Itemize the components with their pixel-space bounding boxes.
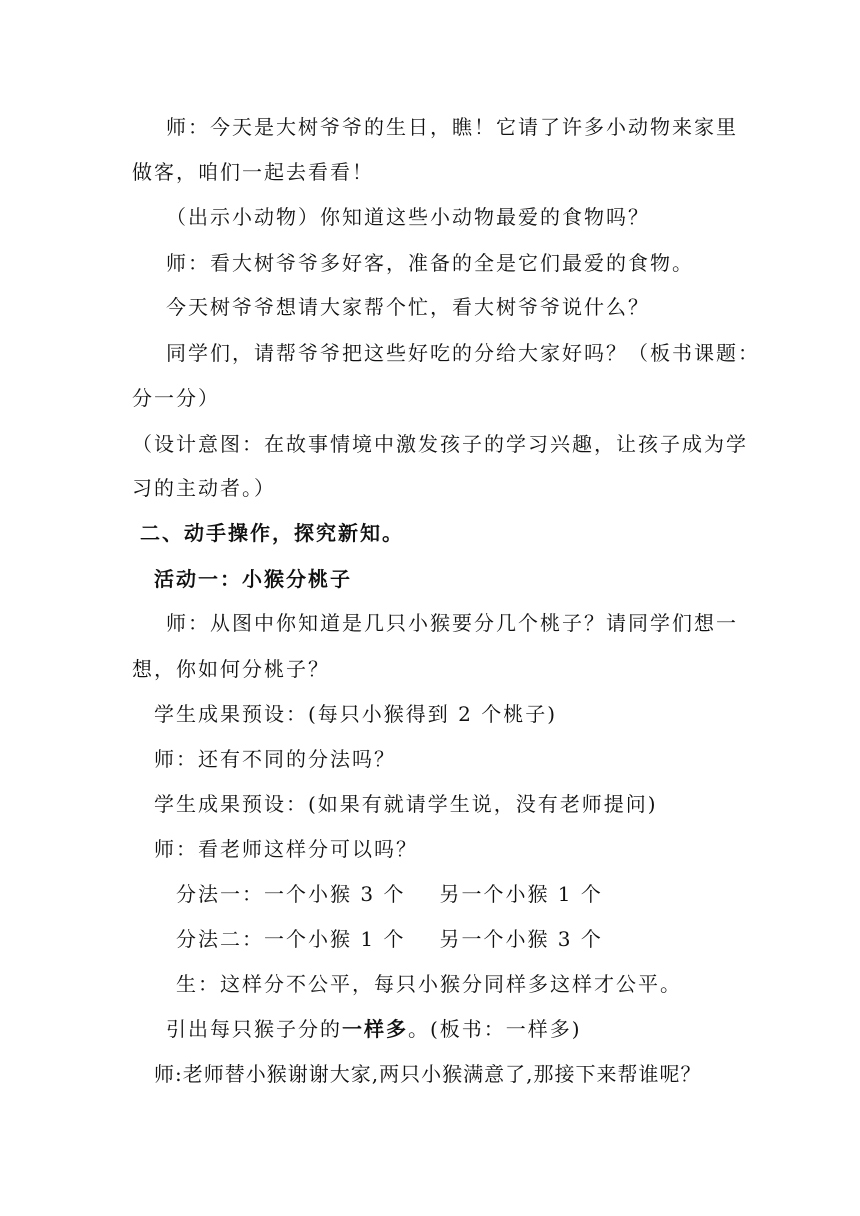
paragraph-closing: 师:老师替小猴谢谢大家,两只小猴满意了,那接下来帮谁呢？ bbox=[154, 1062, 702, 1086]
conclusion-suffix: 。(板书：一样多) bbox=[408, 1017, 582, 1041]
conclusion-prefix: 引出每只猴子分的 bbox=[166, 1017, 342, 1041]
paragraph-teacher-other-methods: 师：还有不同的分法吗？ bbox=[154, 747, 396, 771]
section-heading: 二、动手操作，探究新知。 bbox=[140, 521, 404, 545]
paragraph-design-intent-line1: （设计意图：在故事情境中激发孩子的学习兴趣，让孩子成为学 bbox=[132, 432, 748, 456]
method-two-part-b: 另一个小猴 3 个 bbox=[439, 927, 603, 951]
method-two-part-a: 分法二：一个小猴 1 个 bbox=[176, 927, 406, 951]
activity-heading: 活动一：小猴分桃子 bbox=[154, 567, 352, 591]
method-one-part-a: 分法一：一个小猴 3 个 bbox=[176, 882, 406, 906]
paragraph-teacher-food: 师：看大树爷爷多好客，准备的全是它们最爱的食物。 bbox=[166, 251, 694, 275]
conclusion-emphasis: 一样多 bbox=[342, 1017, 408, 1041]
paragraph-show-animals: （出示小动物）你知道这些小动物最爱的食物吗？ bbox=[166, 205, 650, 229]
paragraph-grandpa-request: 今天树爷爷想请大家帮个忙，看大树爷爷说什么？ bbox=[166, 295, 650, 319]
paragraph-student-answer-2: 学生成果预设：(如果有就请学生说，没有老师提问) bbox=[154, 792, 658, 816]
paragraph-question-peaches-line1: 师：从图中你知道是几只小猴要分几个桃子？请同学们想一 bbox=[166, 611, 738, 635]
paragraph-question-peaches-line2: 想，你如何分桃子？ bbox=[132, 657, 330, 681]
paragraph-teacher-ask: 师：看老师这样分可以吗？ bbox=[154, 837, 418, 861]
paragraph-student-fairness: 生：这样分不公平，每只小猴分同样多这样才公平。 bbox=[176, 972, 682, 996]
paragraph-conclusion bbox=[166, 1015, 582, 1043]
paragraph-share-line2: 分一分） bbox=[132, 386, 220, 410]
method-two bbox=[176, 925, 603, 953]
paragraph-design-intent-line2: 习的主动者。） bbox=[132, 476, 276, 500]
method-one-part-b: 另一个小猴 1 个 bbox=[439, 882, 603, 906]
method-one bbox=[176, 880, 603, 908]
paragraph-share-line1: 同学们，请帮爷爷把这些好吃的分给大家好吗？（板书课题： bbox=[166, 341, 760, 365]
paragraph-teacher-intro-line1: 师：今天是大树爷爷的生日，瞧！它请了许多小动物来家里 bbox=[166, 115, 738, 139]
paragraph-teacher-intro-line2: 做客，咱们一起去看看！ bbox=[132, 160, 374, 184]
paragraph-student-answer-1: 学生成果预设：(每只小猴得到 2 个桃子) bbox=[154, 702, 558, 726]
